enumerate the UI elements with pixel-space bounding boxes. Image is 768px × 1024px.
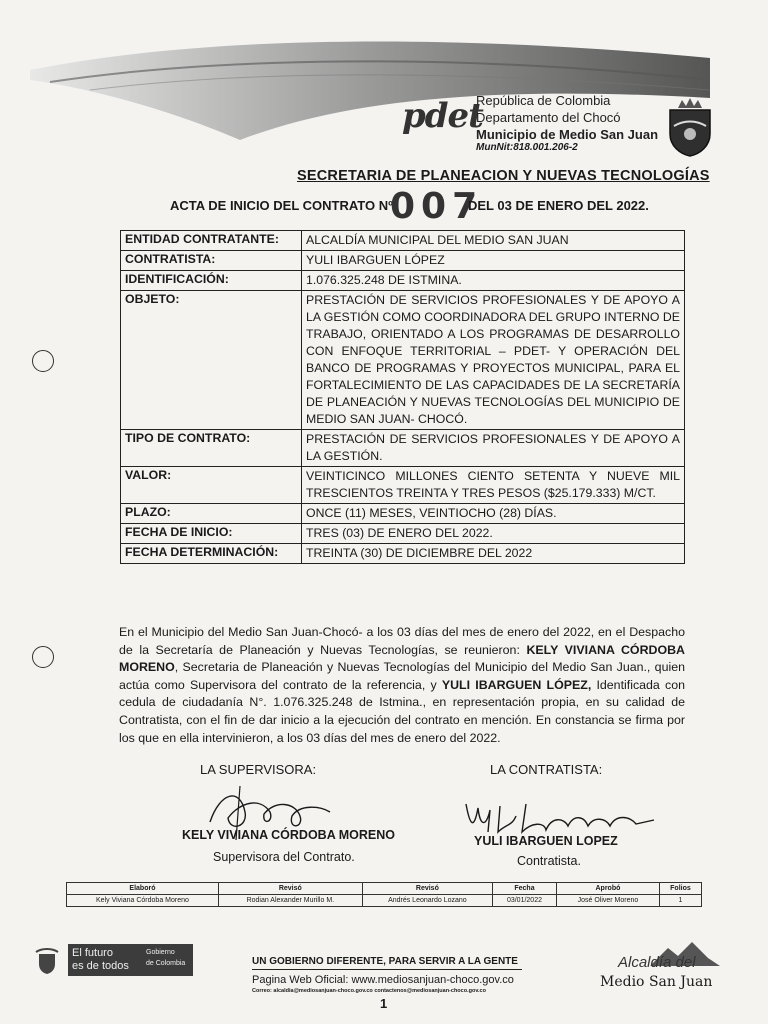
- punch-hole: [32, 350, 54, 372]
- supervisor-name: KELY VIVIANA CÓRDOBA MORENO: [182, 828, 395, 842]
- approval-header: Folios: [659, 883, 701, 895]
- approval-value: 03/01/2022: [493, 895, 557, 907]
- contractor-role: Contratista.: [517, 854, 581, 868]
- approval-value: Andrés Leonardo Lozano: [362, 895, 492, 907]
- header-brand-text: [476, 92, 658, 143]
- contract-info-table: [120, 230, 685, 564]
- pdet-logo: pdet: [402, 96, 483, 136]
- contract-field-value: ONCE (11) MESES, VEINTIOCHO (28) DÍAS.: [302, 504, 685, 524]
- contract-field-label: FECHA DE INICIO:: [121, 524, 302, 544]
- contract-row: [121, 251, 685, 271]
- body-text-3: Identificada con cedula de ciudadanía N°. 1.076.325.248 de Istmina., en representación propia, en su calidad de Contratista, con el fin de dar inicio a la ejecución del contrato en mención. En constancia se firma por los que en ella intervinieron, a los 03 días del mes de enero del 2022.: [119, 677, 685, 745]
- contract-field-label: VALOR:: [121, 467, 302, 504]
- approval-header: Fecha: [493, 883, 557, 895]
- municipality-line: Municipio de Medio San Juan: [476, 127, 659, 142]
- approval-header: Aprobó: [556, 883, 659, 895]
- supervisor-role: Supervisora del Contrato.: [213, 850, 355, 864]
- gobierno-colombia-logo: [68, 944, 193, 976]
- contractor-name: YULI IBARGUEN LOPEZ: [474, 834, 618, 848]
- contract-field-value: PRESTACIÓN DE SERVICIOS PROFESIONALES Y DE APOYO A LA GESTIÓN.: [302, 430, 685, 467]
- contract-field-label: ENTIDAD CONTRATANTE:: [121, 231, 302, 251]
- contract-field-label: CONTRATISTA:: [121, 251, 302, 271]
- gov-line1: El futuro: [72, 947, 113, 959]
- municipal-shield-icon: [664, 96, 716, 158]
- gov-org2: de Colombia: [146, 960, 186, 967]
- contract-field-value: YULI IBARGUEN LÓPEZ: [302, 251, 685, 271]
- gov-line2: es de todos: [72, 960, 129, 972]
- secretaria-heading: SECRETARIA DE PLANEACION Y NUEVAS TECNOLOGÍAS: [297, 168, 710, 184]
- contract-row: [121, 231, 685, 251]
- approval-value: Rodian Alexander Murillo M.: [218, 895, 362, 907]
- contract-row: [121, 524, 685, 544]
- department-line: Departamento del Chocó: [476, 110, 621, 125]
- slogan: UN GOBIERNO DIFERENTE, PARA SERVIR A LA GENTE: [252, 956, 522, 970]
- contract-row: [121, 544, 685, 564]
- contractor-signature: [460, 796, 660, 838]
- body-text-1: En el Municipio del Medio San Juan-Chocó- a los 03 días del mes de enero del 2022, en el Despacho de la Secretaría de Planeación y Nuevas Tecnologías, se reunieron:: [119, 625, 685, 657]
- contract-field-label: OBJETO:: [121, 291, 302, 430]
- punch-hole: [32, 646, 54, 668]
- contract-row: [121, 467, 685, 504]
- contract-field-value: 1.076.325.248 DE ISTMINA.: [302, 271, 685, 291]
- contract-row: [121, 430, 685, 467]
- contract-field-value: TREINTA (30) DE DICIEMBRE DEL 2022: [302, 544, 685, 564]
- body-name-contractor: YULI IBARGUEN LÓPEZ,: [441, 677, 592, 692]
- approval-header: Revisó: [218, 883, 362, 895]
- contract-row: [121, 271, 685, 291]
- body-paragraph: [119, 624, 685, 747]
- contract-field-label: PLAZO:: [121, 504, 302, 524]
- alcaldia-script-text: Alcaldía del: [618, 954, 696, 971]
- contract-field-label: TIPO DE CONTRATO:: [121, 430, 302, 467]
- approval-value: 1: [659, 895, 701, 907]
- body-text-2: , Secretaria de Planeación y Nuevas Tecnologías del Municipio del Medio San Juan., quien actúa como Supervisora del contrato de la referencia, y: [119, 660, 685, 692]
- republic-line: República de Colombia: [476, 93, 611, 108]
- contract-row: [121, 504, 685, 524]
- alcaldia-name: Medio San Juan: [600, 974, 713, 990]
- approval-value: Kely Viviana Córdoba Moreno: [67, 895, 219, 907]
- contractor-label: LA CONTRATISTA:: [490, 762, 603, 777]
- contract-row: [121, 291, 685, 430]
- acta-number: 007: [390, 186, 484, 227]
- approval-header: Elaboró: [67, 883, 219, 895]
- contract-field-value: PRESTACIÓN DE SERVICIOS PROFESIONALES Y DE APOYO A LA GESTIÓN COMO COORDINADORA DEL GRUPO INTERNO DE TRABAJO, ORIENTADO A LOS PROGRAMAS DE DESARROLLO CON ENFOQUE TERRITORIAL – PDET- Y OPERACIÓN DEL BANCO DE PROGRAMAS Y PROYECTOS MUNICIPAL, PARA EL FORTALECIMIENTO DE LAS CAPACIDADES DE LA SECRETARÍA DE PLANEACIÓN Y NUEVAS TECNOLOGÍAS DEL MUNICIPIO DE MEDIO SAN JUAN- CHOCÓ.: [302, 291, 685, 430]
- emails-line: Correo: alcaldia@mediosanjuan-choco.gov.co contactenos@mediosanjuan-choco.gov.co: [252, 988, 486, 994]
- body-name-supervisor: KELY VIVIANA CÓRDOBA MORENO: [119, 642, 685, 675]
- contract-field-label: FECHA DETERMINACIÓN:: [121, 544, 302, 564]
- website-line: Pagina Web Oficial: www.mediosanjuan-choco.gov.co: [252, 974, 514, 986]
- approval-table: [66, 882, 702, 907]
- acta-date: DEL 03 DE ENERO DEL 2022.: [468, 198, 649, 213]
- gov-org1: Gobierno: [146, 949, 175, 956]
- approval-header: Revisó: [362, 883, 492, 895]
- contract-field-value: ALCALDÍA MUNICIPAL DEL MEDIO SAN JUAN: [302, 231, 685, 251]
- supervisor-label: LA SUPERVISORA:: [200, 762, 317, 777]
- page-number: 1: [380, 996, 388, 1011]
- contract-field-value: TRES (03) DE ENERO DEL 2022.: [302, 524, 685, 544]
- contract-field-value: VEINTICINCO MILLONES CIENTO SETENTA Y NUEVE MIL TRESCIENTOS TREINTA Y TRES PESOS ($25.179.333) M/CT.: [302, 467, 685, 504]
- munnit-number: MunNit:818.001.206-2: [476, 142, 578, 153]
- contract-field-label: IDENTIFICACIÓN:: [121, 271, 302, 291]
- acta-title: ACTA DE INICIO DEL CONTRATO Nº.: [170, 198, 397, 213]
- colombia-coat-of-arms-icon: [34, 946, 60, 976]
- approval-value: José Oliver Moreno: [556, 895, 659, 907]
